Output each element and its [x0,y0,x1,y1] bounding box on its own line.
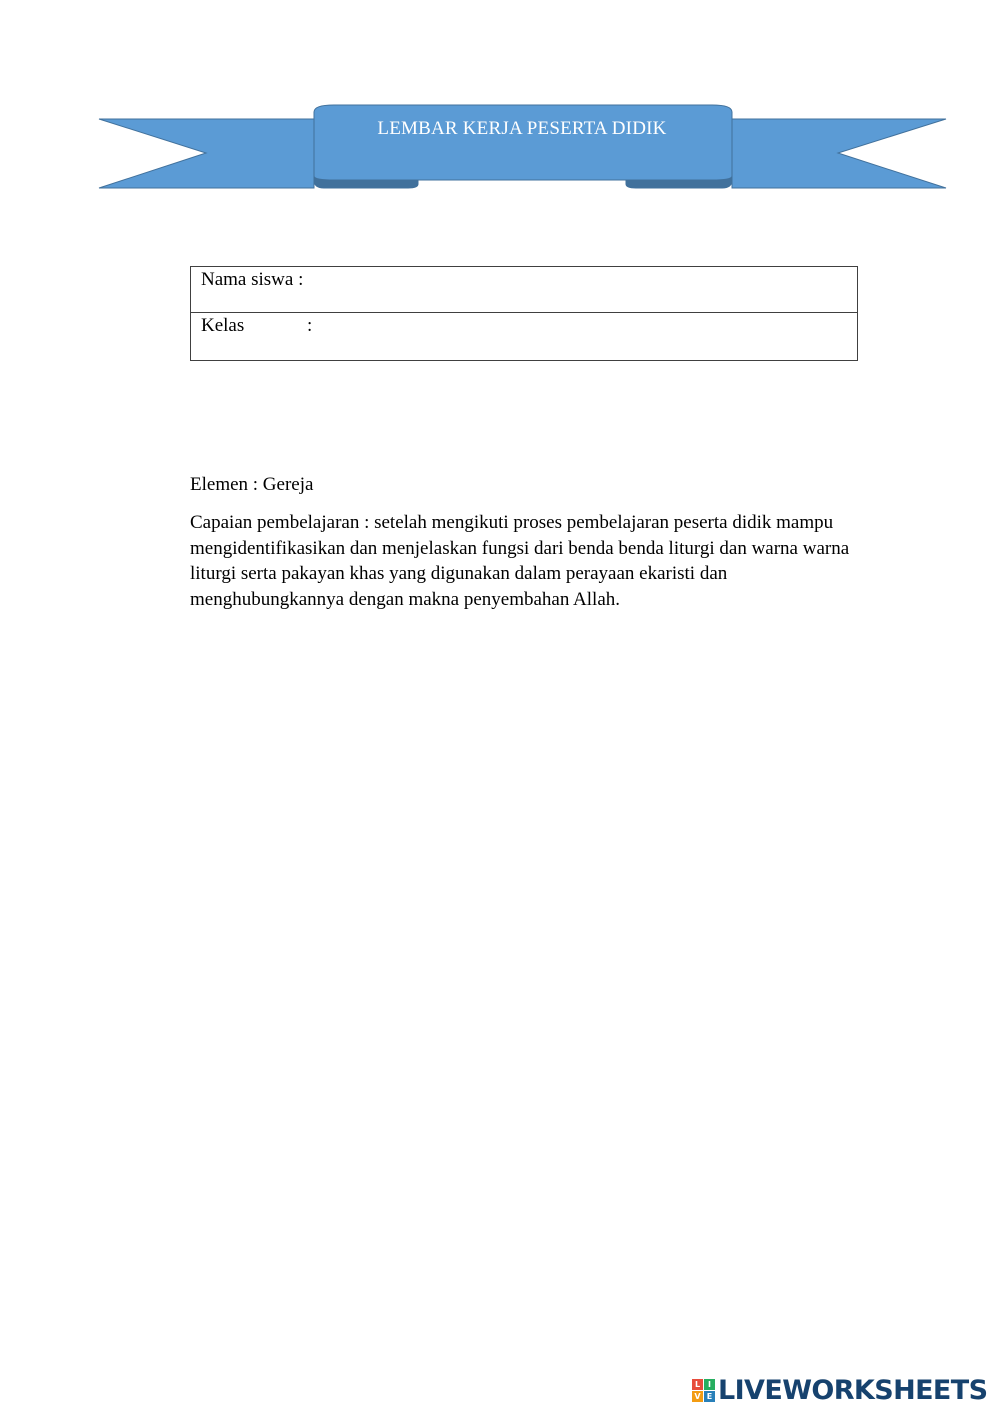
liveworksheets-logo-icon [692,1379,715,1402]
banner-title: LEMBAR KERJA PESERTA DIDIK [377,118,667,139]
name-cell[interactable] [191,267,858,313]
class-row [191,313,858,361]
liveworksheets-brand[interactable] [692,1374,987,1406]
ribbon-center [314,105,732,180]
learning-outcome-paragraph: Capaian pembelajaran : setelah mengikuti proses pembelajaran peserta didik mampu mengidentifikasikan dan menjelaskan fungsi dari benda benda liturgi dan warna warna liturgi serta pakayan khas yang digunakan dalam perayaan ekaristi dan menghubungkannya dengan makna penyembahan Allah. [190,512,850,610]
student-info-table [190,266,858,361]
title-banner [96,100,950,192]
class-label: Kelas [201,315,245,336]
class-cell[interactable] [191,313,858,361]
logo-letter-i: I [704,1379,715,1390]
element-heading: Elemen : Gereja [190,474,314,495]
ribbon-left-tail [99,119,314,188]
brand-name: LIVEWORKSHEETS [718,1374,988,1406]
ribbon-graphic [96,100,950,192]
name-label: Nama siswa : [201,269,304,290]
logo-letter-v: V [692,1391,703,1402]
class-colon: : [307,315,313,336]
logo-letter-l: L [692,1379,703,1390]
logo-letter-e: E [704,1391,715,1402]
ribbon-right-tail [732,119,946,188]
name-row [191,267,858,313]
